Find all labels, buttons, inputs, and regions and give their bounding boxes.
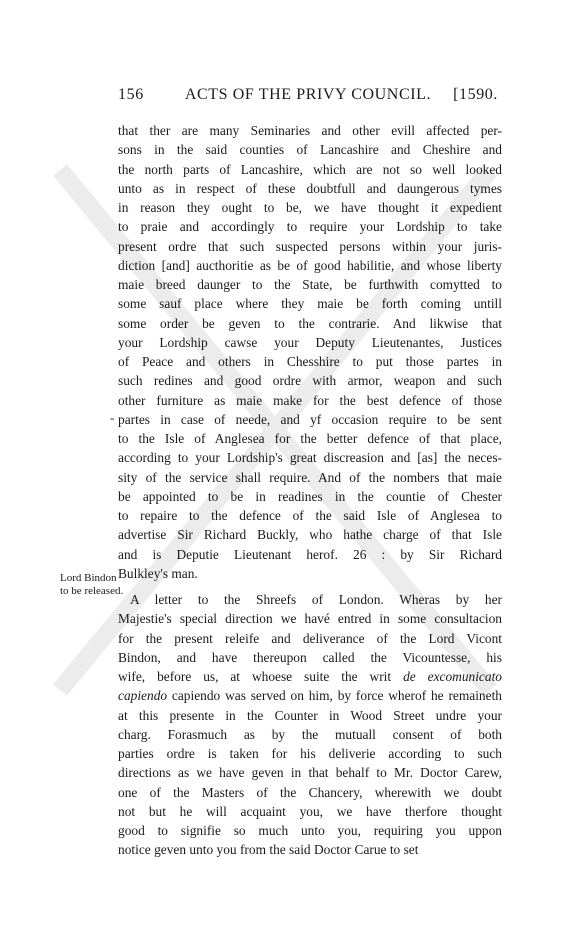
text-line: to the Isle of Anglesea for the better defence of that place, [118,431,502,446]
text-line: notice geven unto you from the said Doctor Carue to set [118,842,419,858]
text-line: advertise Sir Richard Buckly, who hathe charge of that Isle [118,527,502,543]
text-line: other furniture as maie make for the best defence of those [118,392,502,408]
text-line: and is Deputie Lieutenant herof. 26 : by Sir Richard [118,546,502,562]
page-header [118,86,498,108]
text-line: present ordre that such suspected persons within your juris- [118,238,502,254]
text-line: to praie and accordingly to require your Lordship to take [118,219,502,235]
text-line: in reason they ought to be, we have thought it expedient [118,200,502,215]
text-line: charg. Forasmuch as by the mutuall consent of both [118,726,502,742]
text-line: of Peace and others in Chesshire to put those partes in [118,354,502,369]
text-line: A letter to the Shreefs of London. Wheras by her [130,592,502,607]
header-year: [1590. [453,86,498,103]
text-line: for the present releife and deliverance of the Lord Vicont [118,630,502,646]
text-line: be appointed to be in readines in the countie of Chester [118,488,502,504]
text-line: partes in case of neede, and yf occasion require to be sent [118,411,502,427]
text-line: some order be geven to the contrarie. And likwise that [118,315,502,331]
text-line: one of the Masters of the Chancery, wherewith we doubt [118,784,502,800]
text-line: your Lordship cawse your Deputy Lieutenantes, Justices [118,334,502,350]
text-line: directions as we have geven in that behalf to Mr. Doctor Carew, [118,765,502,781]
text-line-with-latin [118,667,502,686]
text-line: Majestie's special direction we havé entred in some consultacion [118,611,502,627]
text-line: sons in the said counties of Lancashire and Cheshire and [118,142,502,158]
latin-phrase: de excomunicato [403,669,502,684]
margin-note-line: Lord Bindon [60,572,117,584]
document-body [118,121,502,860]
text-line: Bulkley's man. [118,565,198,581]
text-line: maie breed daunger to the State, be furthwith comytted to [118,277,502,292]
text-line: not but he will acquaint you, we have therfore thought [118,803,502,819]
text-line: according to your Lordship's great discreasion and [as] the neces- [118,450,502,466]
text-line: good to signifie so much unto you, requiring you uppon [118,823,502,838]
text-line: capiendo was served on him, by force wherof he remaineth [171,688,502,704]
text-line: wife, before us, at whoese suite the writ [118,669,392,684]
page-number: 156 [118,86,144,103]
text-line: unto as in respect of these doubtfull and daungerous tymes [118,180,502,196]
text-line: to repaire to the defence of the said Isle of Anglesea to [118,508,502,523]
text-line: such redines and good ordre with armor, weapon and such [118,373,502,389]
text-line: diction [and] aucthoritie as be of good habilitie, and whose liberty [118,257,502,273]
text-line: at this presente in the Counter in Wood Street undre your [118,707,502,723]
latin-phrase: capiendo [118,688,168,704]
text-line: Bindon, and have thereupon called the Vicountesse, his [118,649,502,665]
text-line: sity of the service shall require. And of the nombers that maie [118,469,502,485]
text-line-with-latin [118,686,502,705]
paragraph-letter-shreefs [118,590,502,860]
text-line: parties ordre is taken for his deliverie according to such [118,746,502,761]
text-line: that ther are many Seminaries and other evill affected per- [118,123,502,138]
margin-dash-mark: - [110,410,115,425]
margin-note-line: to be released. [60,585,124,597]
paragraph-letter-lancashire [118,121,502,583]
running-title: ACTS OF THE PRIVY COUNCIL. [184,86,432,103]
text-line: some sauf place where they maie be forth coming untill [118,296,502,312]
text-line: the north parts of Lancashire, which are not so well looked [118,161,502,177]
